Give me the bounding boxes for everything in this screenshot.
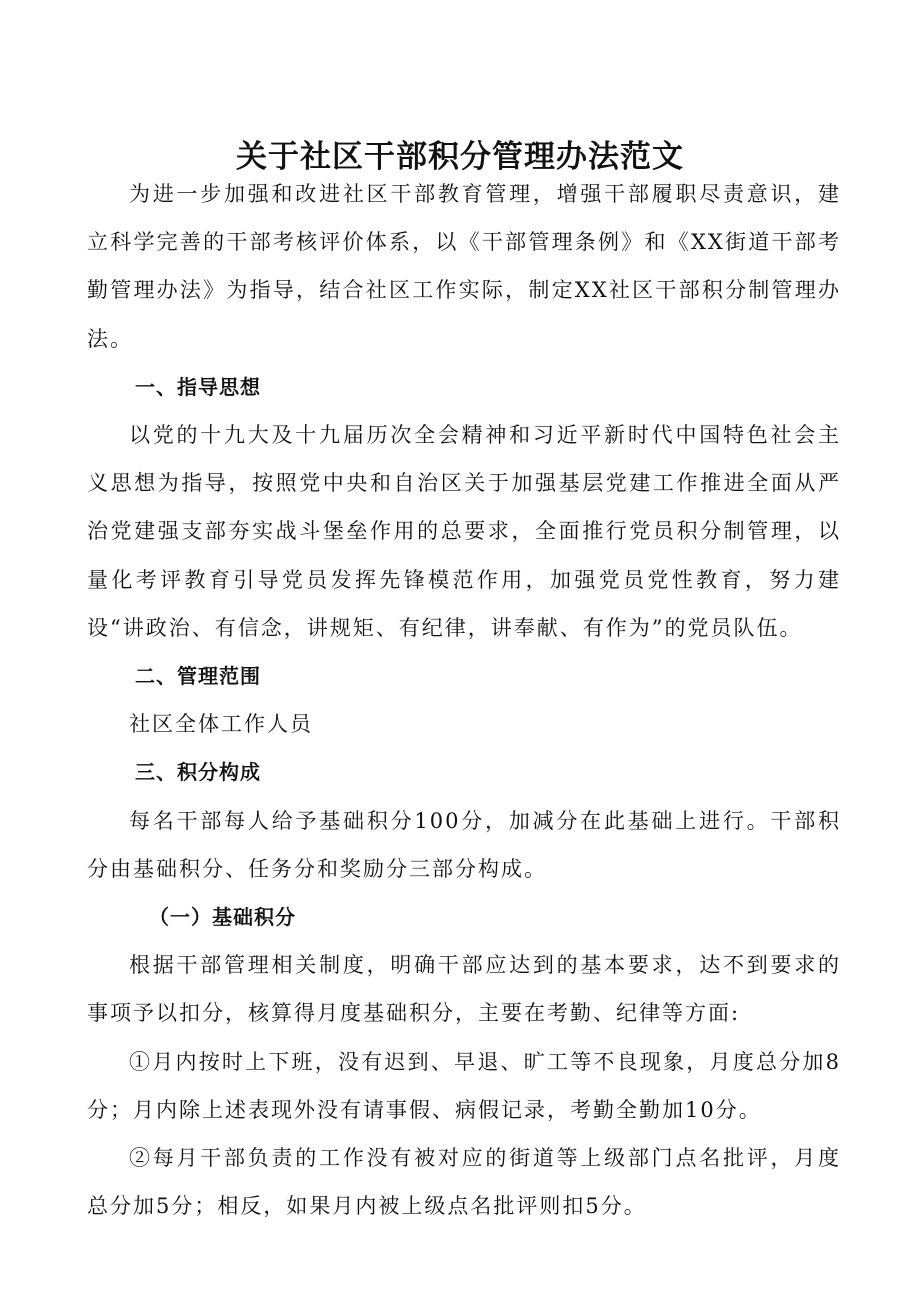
basic-points-item-2: ②每月干部负责的工作没有被对应的街道等上级部门点名批评，月度总分加5分；相反，如果月内被上级点名批评则扣5分。	[87, 1146, 841, 1219]
points-composition-paragraph: 每名干部每人给予基础积分100分，加减分在此基础上进行。干部积分由基础积分、任务分和奖励分三部分构成。	[87, 808, 841, 881]
management-scope-paragraph: 社区全体工作人员	[129, 712, 313, 737]
basic-points-item-1: ①月内按时上下班，没有迟到、早退、旷工等不良现象，月度总分加8分；月内除上述表现外没有请事假、病假记录，考勤全勤加10分。	[87, 1049, 841, 1122]
section-heading-points-composition: 三、积分构成	[135, 760, 261, 785]
document-body	[87, 170, 841, 1230]
section-heading-guiding-ideology: 一、指导思想	[135, 374, 261, 399]
section-heading-management-scope: 二、管理范围	[135, 664, 261, 689]
basic-points-paragraph: 根据干部管理相关制度，明确干部应达到的基本要求，达不到要求的事项予以扣分，核算得月度基础积分，主要在考勤、纪律等方面:	[87, 953, 841, 1026]
guiding-ideology-paragraph: 以党的十九大及十九届历次全会精神和习近平新时代中国特色社会主义思想为指导，按照党中央和自治区关于加强基层党建工作推进全面从严治党建强支部夯实战斗堡垒作用的总要求，全面推行党员积分制管理，以量化考评教育引导党员发挥先锋模范作用，加强党员党性教育，努力建设“讲政治、有信念，讲规矩、有纪律，讲奉献、有作为”的党员队伍。	[87, 423, 841, 640]
document-title: 关于社区干部积分管理办法范文	[236, 138, 684, 175]
subsection-heading-basic-points: （一）基础积分	[149, 905, 296, 930]
intro-paragraph: 为进一步加强和改进社区干部教育管理，增强干部履职尽责意识，建立科学完善的干部考核评价体系，以《干部管理条例》和《XX街道干部考勤管理办法》为指导，结合社区工作实际，制定XX社区干部积分制管理办法。	[87, 182, 841, 351]
